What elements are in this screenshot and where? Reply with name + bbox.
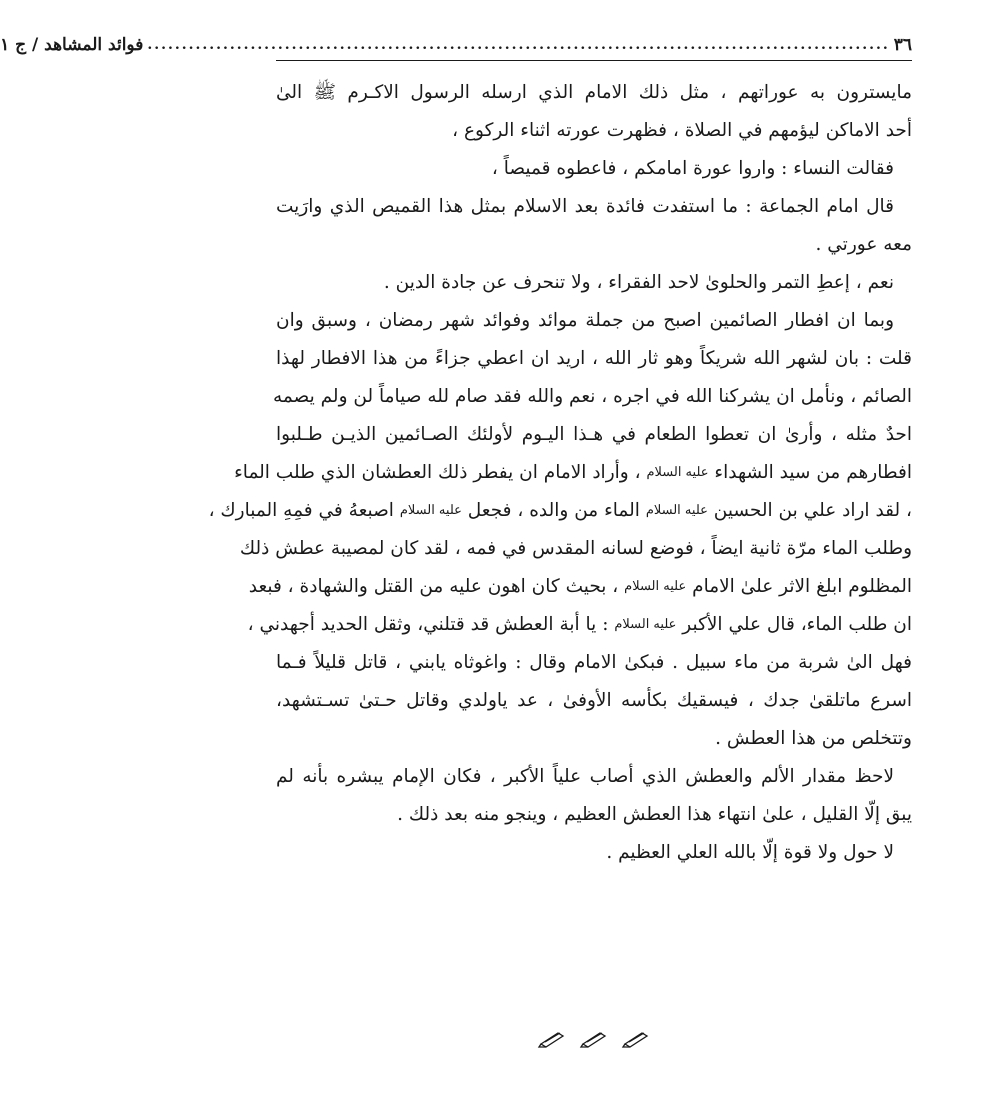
- pen-nib-icon: [538, 1030, 566, 1048]
- running-header: [0, 30, 912, 60]
- text-line: [276, 834, 912, 872]
- honorific-symbol: عليه السلام: [624, 579, 687, 594]
- book-title: فوائد المشاهد / ج ١: [0, 35, 144, 55]
- line-text: قلت : بان لشهر الله شريكاً وهو ثار الله ، اريد ان اعطي جزاءً من هذا الافطار لهذا: [276, 348, 912, 369]
- line-text: افطارهم من سيد الشهداء: [714, 462, 912, 483]
- text-line: [234, 454, 912, 492]
- text-line: [276, 796, 912, 834]
- line-text: أحد الاماكن ليؤمهم في الصلاة ، فظهرت عورته اثناء الركوع ،: [452, 120, 912, 141]
- line-text: وتتخلص من هذا العطش .: [715, 728, 912, 749]
- line-text: فهل الىٰ شربة من ماء سبيل . فبكىٰ الامام وقال : واغوثاه يابني ، قاتل قليلاً فـما: [276, 652, 912, 673]
- text-line: [276, 644, 912, 682]
- text-line: [276, 416, 912, 454]
- line-text: وبما ان افطار الصائمين اصبح من جملة موائد وفوائد شهر رمضان ، وسبق وان: [276, 310, 894, 331]
- text-line: [276, 188, 912, 226]
- body-text: [208, 74, 912, 872]
- line-text: ان طلب الماء، قال علي الأكبر: [682, 614, 912, 635]
- text-line: [276, 720, 912, 758]
- text-line: [208, 492, 912, 530]
- text-line: [276, 340, 912, 378]
- line-text: اصبعهُ في فمِهِ المبارك ،: [208, 500, 394, 521]
- line-text: معه عورتي .: [815, 234, 912, 255]
- line-text: ، لقد اراد علي بن الحسين: [713, 500, 912, 521]
- text-line: [247, 606, 912, 644]
- line-text: نعم ، إعطِ التمر والحلوىٰ لاحد الفقراء ، ولا تنحرف عن جادة الدين .: [383, 272, 894, 293]
- header-rule: [276, 60, 912, 61]
- text-line: [276, 682, 912, 720]
- line-text: وطلب الماء مرّة ثانية ايضاً ، فوضع لسانه المقدس في فمه ، لقد كان لمصيبة عطش ذلك: [239, 538, 912, 559]
- line-text: احدٌ مثله ، وأرىٰ ان تعطوا الطعام في هـذا اليـوم لأولئك الصـائمين الذيـن طـلبوا: [276, 424, 912, 445]
- text-line: [272, 378, 912, 416]
- line-text: فقالت النساء : واروا عورة امامكم ، فاعطوه قميصاً ،: [491, 158, 894, 179]
- line-text: الماء من والده ، فجعل: [467, 500, 640, 521]
- honorific-symbol: عليه السلام: [399, 503, 462, 518]
- text-line: [276, 226, 912, 264]
- text-line: [239, 530, 912, 568]
- line-text: : يا أبة العطش قد قتلني، وثقل الحديد أجهدني ،: [247, 614, 609, 635]
- text-line: [276, 74, 912, 112]
- line-text: مايسترون به عوراتهم ، مثل ذلك الامام الذي ارسله الرسول الاكـرم ﷺ الىٰ: [276, 82, 912, 103]
- line-text: قال امام الجماعة : ما استفدت فائدة بعد الاسلام بمثل هذا القميص الذي وارَيت: [276, 196, 894, 217]
- text-line: [248, 568, 912, 606]
- text-line: [276, 264, 912, 302]
- honorific-symbol: عليه السلام: [646, 465, 709, 480]
- header-leader-dots: ............................................................................................................: [147, 37, 890, 53]
- book-page: [0, 30, 912, 1090]
- text-line: [276, 302, 912, 340]
- line-text: الصائم ، ونأمل ان يشركنا الله في اجره ، نعم والله فقد صام لله صياماً لن ولم يصمه: [272, 386, 912, 407]
- pen-nib-icon: [580, 1030, 608, 1048]
- line-text: لاحظ مقدار الألم والعطش الذي أصاب علياً الأكبر ، فكان الإمام يبشره بأنه لم: [276, 766, 894, 787]
- line-text: المظلوم ابلغ الاثر علىٰ الامام: [692, 576, 912, 597]
- text-line: [276, 112, 912, 150]
- honorific-symbol: عليه السلام: [645, 503, 708, 518]
- section-end-ornament: [276, 1030, 912, 1048]
- line-text: لا حول ولا قوة إلّا بالله العلي العظيم .: [606, 842, 894, 863]
- pen-nib-icon: [622, 1030, 650, 1048]
- honorific-symbol: عليه السلام: [614, 617, 677, 632]
- text-line: [276, 758, 912, 796]
- text-line: [276, 150, 912, 188]
- line-text: ، بحيث كان اهون عليه من القتل والشهادة ، فبعد: [248, 576, 619, 597]
- line-text: اسرع ماتلقىٰ جدك ، فيسقيك بكأسه الأوفىٰ ، عد ياولدي وقاتل حـتىٰ تسـتشهد،: [276, 690, 912, 711]
- page-number: ٣٦: [893, 35, 912, 55]
- line-text: ، وأراد الامام ان يفطر ذلك العطشان الذي طلب الماء: [234, 462, 641, 483]
- line-text: يبق إلّا القليل ، علىٰ انتهاء هذا العطش العظيم ، وينجو منه بعد ذلك .: [397, 804, 912, 825]
